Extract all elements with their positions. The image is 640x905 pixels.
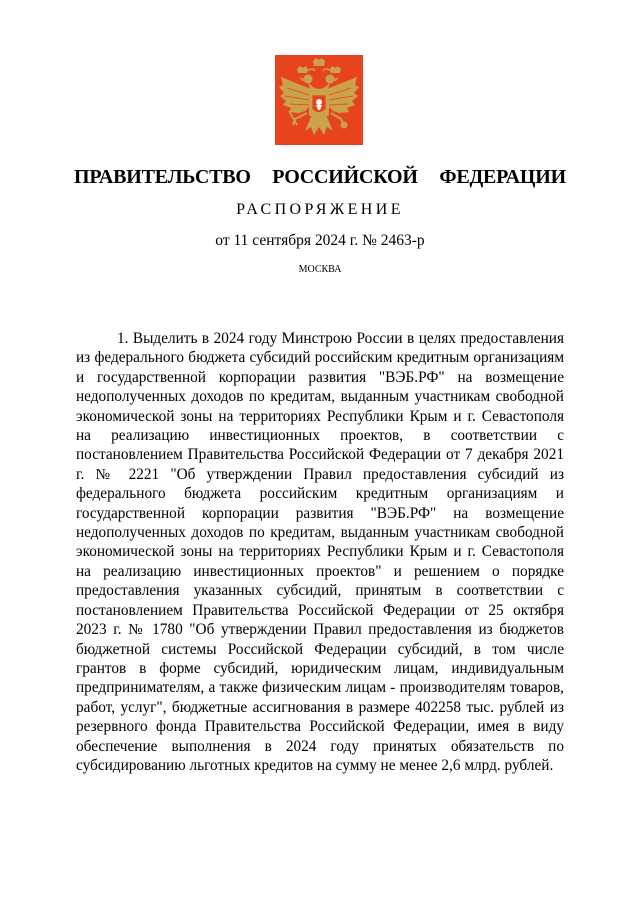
document-city: МОСКВА — [298, 264, 342, 275]
government-title: ПРАВИТЕЛЬСТВО РОССИЙСКОЙ ФЕДЕРАЦИИ — [74, 166, 566, 188]
body-paragraph-1: 1. Выделить в 2024 году Минстрою России в целях предоставления из федерального бюджета субсидий российским кредитным организациям и государственной корпорации развития "ВЭБ.РФ" на возмещение недополученных доходов по кредитам, выданным участникам свободной экономической зоны на территориях Республики Крым и г. Севастополя на реализацию инвестиционных проектов, в соответствии с постановлением Правительства Российской Федерации от 7 декабря 2021 г. № 2221 "Об утверждении Правил предоставления субсидий из федерального бюджета российским кредитным организациям и государственной корпорации развития "ВЭБ.РФ" на возмещение недополученных доходов по кредитам, выданным участникам свободной экономической зоны на территориях Республики Крым и г. Севастополя на реализацию инвестиционных проектов" и решением о порядке предоставления указанных субсидий, принятым в соответствии с постановлением Правительства Российской Федерации от 25 октября 2023 г. № 1780 "Об утверждении Правил предоставления из бюджетов бюджетной системы Российской Федерации субсидий, в том числе грантов в форме субсидий, юридическим лицам, индивидуальным предпринимателям, а также физическим лицам - производителям товаров, работ, услуг", бюджетные ассигнования в размере 402258 тыс. рублей из резервного фонда Правительства Российской Федерации, имея в виду обеспечение выполнения в 2024 году принятых обязательств по субсидированию льготных кредитов на сумму не менее 2,6 млрд. рублей. — [76, 330, 564, 774]
document-type: РАСПОРЯЖЕНИЕ — [236, 201, 404, 218]
russian-coat-of-arms-icon — [275, 55, 363, 145]
document-date-number: от 11 сентября 2024 г. № 2463-р — [215, 232, 425, 249]
